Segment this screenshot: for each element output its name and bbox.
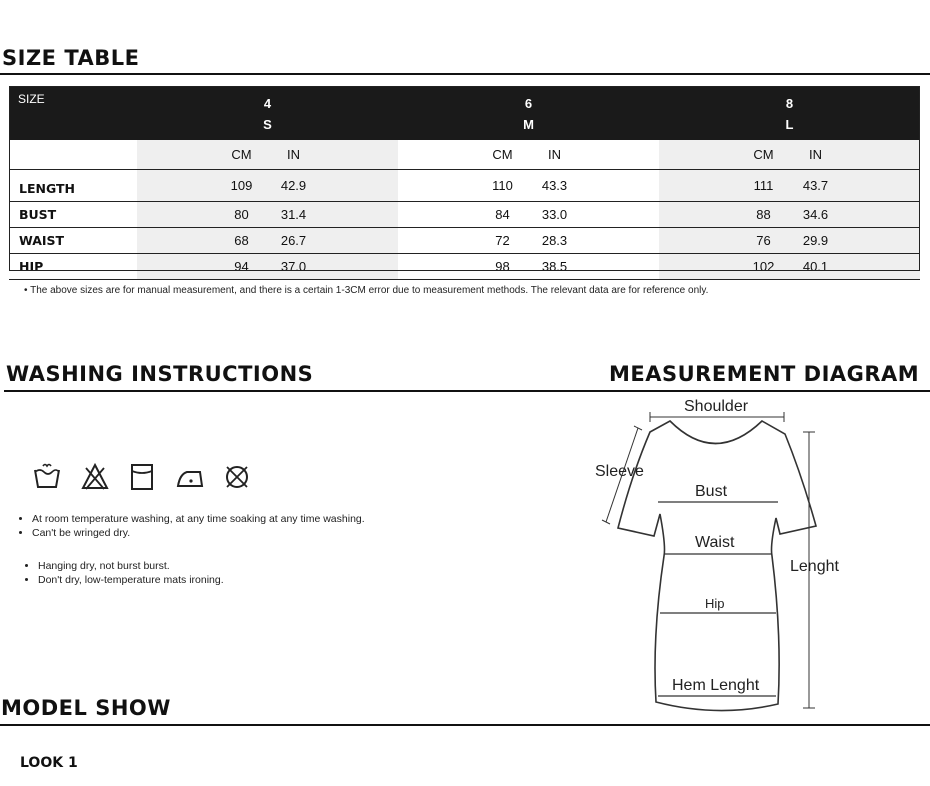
size-table (9, 86, 920, 280)
tumble-dry-icon (127, 462, 157, 492)
size-column-m: 6 M (398, 86, 659, 140)
list-item: • Can't be wringed dry. (32, 526, 365, 540)
length-label: Lenght (790, 558, 839, 575)
size-column-s: 4 S (137, 86, 398, 140)
no-bleach-icon (80, 462, 110, 492)
washing-list-1 (10, 512, 365, 540)
table-row: WAIST 68 26.7 72 28.3 76 29.9 (9, 228, 920, 254)
wash-tub-icon (32, 462, 62, 492)
waist-label: Waist (695, 534, 735, 551)
list-item: • Don't dry, low-temperature mats ironing. (38, 573, 224, 587)
hem-label: Hem Lenght (672, 677, 760, 694)
size-header-label: SIZE (9, 86, 137, 140)
sleeve-label: Sleeve (595, 463, 644, 480)
diagram-heading: MEASUREMENT DIAGRAM (609, 362, 920, 386)
washing-list-2 (16, 559, 224, 587)
unit-row: CM IN CM IN CM IN (9, 140, 920, 170)
model-heading: MODEL SHOW (1, 696, 177, 720)
divider (0, 73, 930, 75)
table-row: HIP 94 37.0 98 38.5 102 40.1 (9, 254, 920, 280)
hip-label: Hip (705, 596, 725, 611)
washing-heading: WASHING INSTRUCTIONS (6, 362, 314, 386)
divider (0, 724, 930, 726)
table-row: BUST 80 31.4 84 33.0 88 34.6 (9, 202, 920, 228)
list-item: • At room temperature washing, at any time soaking at any time washing. (32, 512, 365, 526)
shoulder-label: Shoulder (684, 398, 749, 415)
size-note: • The above sizes are for manual measurement, and there is a certain 1-3CM error due to measurement methods. The relevant data are for reference only. (24, 285, 709, 296)
dress-diagram (590, 396, 830, 716)
list-item: • Hanging dry, not burst burst. (38, 559, 224, 573)
iron-low-icon (175, 462, 205, 492)
size-table-heading: SIZE TABLE (2, 46, 140, 70)
table-row: LENGTH 109 42.9 110 43.3 111 43.7 (9, 170, 920, 202)
bust-label: Bust (695, 483, 728, 500)
size-column-l: 8 L (659, 86, 920, 140)
do-not-dry-clean-icon (222, 462, 252, 492)
look-label: LOOK 1 (20, 755, 78, 771)
divider (4, 390, 930, 392)
size-header-row (9, 86, 920, 140)
